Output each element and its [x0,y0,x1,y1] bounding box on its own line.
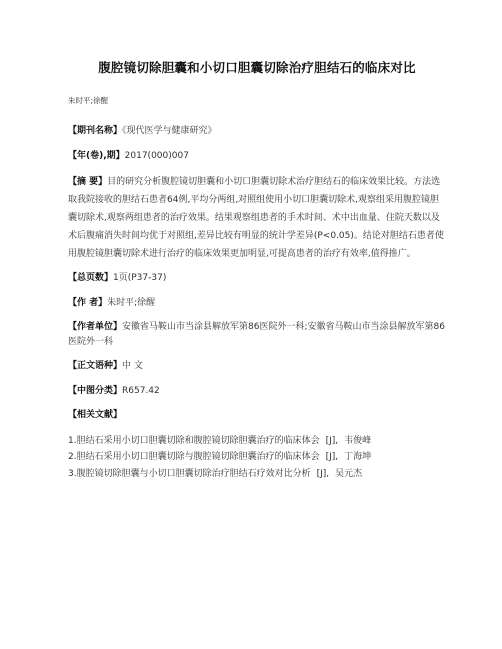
reference-author: 吴元杰 [335,468,363,479]
reference-title[interactable]: 3.腹腔镜切除胆囊与小切口胆囊切除治疗胆结石疗效对比分析 [68,468,311,479]
pages-value: 1页(P37-37) [113,273,167,283]
references-list [68,433,446,483]
reference-type: [J], [325,452,339,462]
related-label: 【相关文献】 [68,410,123,420]
reference-item[interactable] [68,433,446,450]
reference-title[interactable]: 1.胆结石采用小切口胆囊切除和腹腔镜切除胆囊治疗的临床体会 [68,435,320,446]
abstract-label: 【摘 要】 [68,177,108,187]
affiliation-field [68,320,446,349]
authors-line: 朱时平;徐醒 [68,96,109,105]
reference-author: 韦俊峰 [344,435,372,446]
clc-field [68,384,446,399]
abstract-field [68,173,446,263]
authors-value: 朱时平;徐醒 [107,297,156,308]
year-issue-field [68,149,446,164]
authors-field [68,296,446,311]
language-value: 中 文 [122,361,143,371]
affiliation-label: 【作者单位】 [68,322,123,332]
reference-type: [J], [325,435,339,446]
year-issue-value: 2017(000)007 [124,150,189,161]
reference-author: 丁海坤 [344,452,372,462]
pages-field [68,271,446,286]
pages-label: 【总页数】 [68,273,114,283]
reference-title[interactable]: 2.胆结石采用小切口胆囊切除与腹腔镜切除胆囊治疗的临床体会 [68,452,320,462]
language-field [68,359,446,374]
reference-item[interactable] [68,449,446,466]
clc-value: R657.42 [122,385,160,396]
reference-item[interactable] [68,466,446,483]
authors-label: 【作 者】 [68,297,108,308]
journal-label: 【期刊名称】 [68,126,123,136]
journal-field [68,124,446,139]
page-title: 腹腔镜切除胆囊和小切口胆囊切除治疗胆结石的临床对比 [98,60,416,75]
related-field [68,408,446,423]
abstract-text: 目的研究分析腹腔镜切胆囊和小切口胆囊切除术治疗胆结石的临床效果比较。方法选取我院接收的胆结石患者64例,平均分两组,对照组使用小切口胆囊切除术,观察组采用腹腔镜胆囊切除术,观察两组患者的治疗效果。结果观察组患者的手术时间、术中出血量、住院天数以及术后腹痛消失时间均优于对照组,差异比较有明显的统计学差异(P<0.05)。结论对胆结石患者使用腹腔镜胆囊切除术进行治疗的临床效果更加明显,可提高患者的治疗有效率,值得推广。 [68,177,444,259]
clc-label: 【中图分类】 [68,385,123,396]
reference-type: [J], [316,468,330,479]
language-label: 【正文语种】 [68,361,123,371]
journal-value: 《现代医学与健康研究》 [122,126,217,136]
year-issue-label: 【年(卷),期】 [68,150,125,161]
affiliation-value: 安徽省马鞍山市当涂县解放军第86医院外一科;安徽省马鞍山市当涂县解放军第86医院外一科 [68,322,445,347]
